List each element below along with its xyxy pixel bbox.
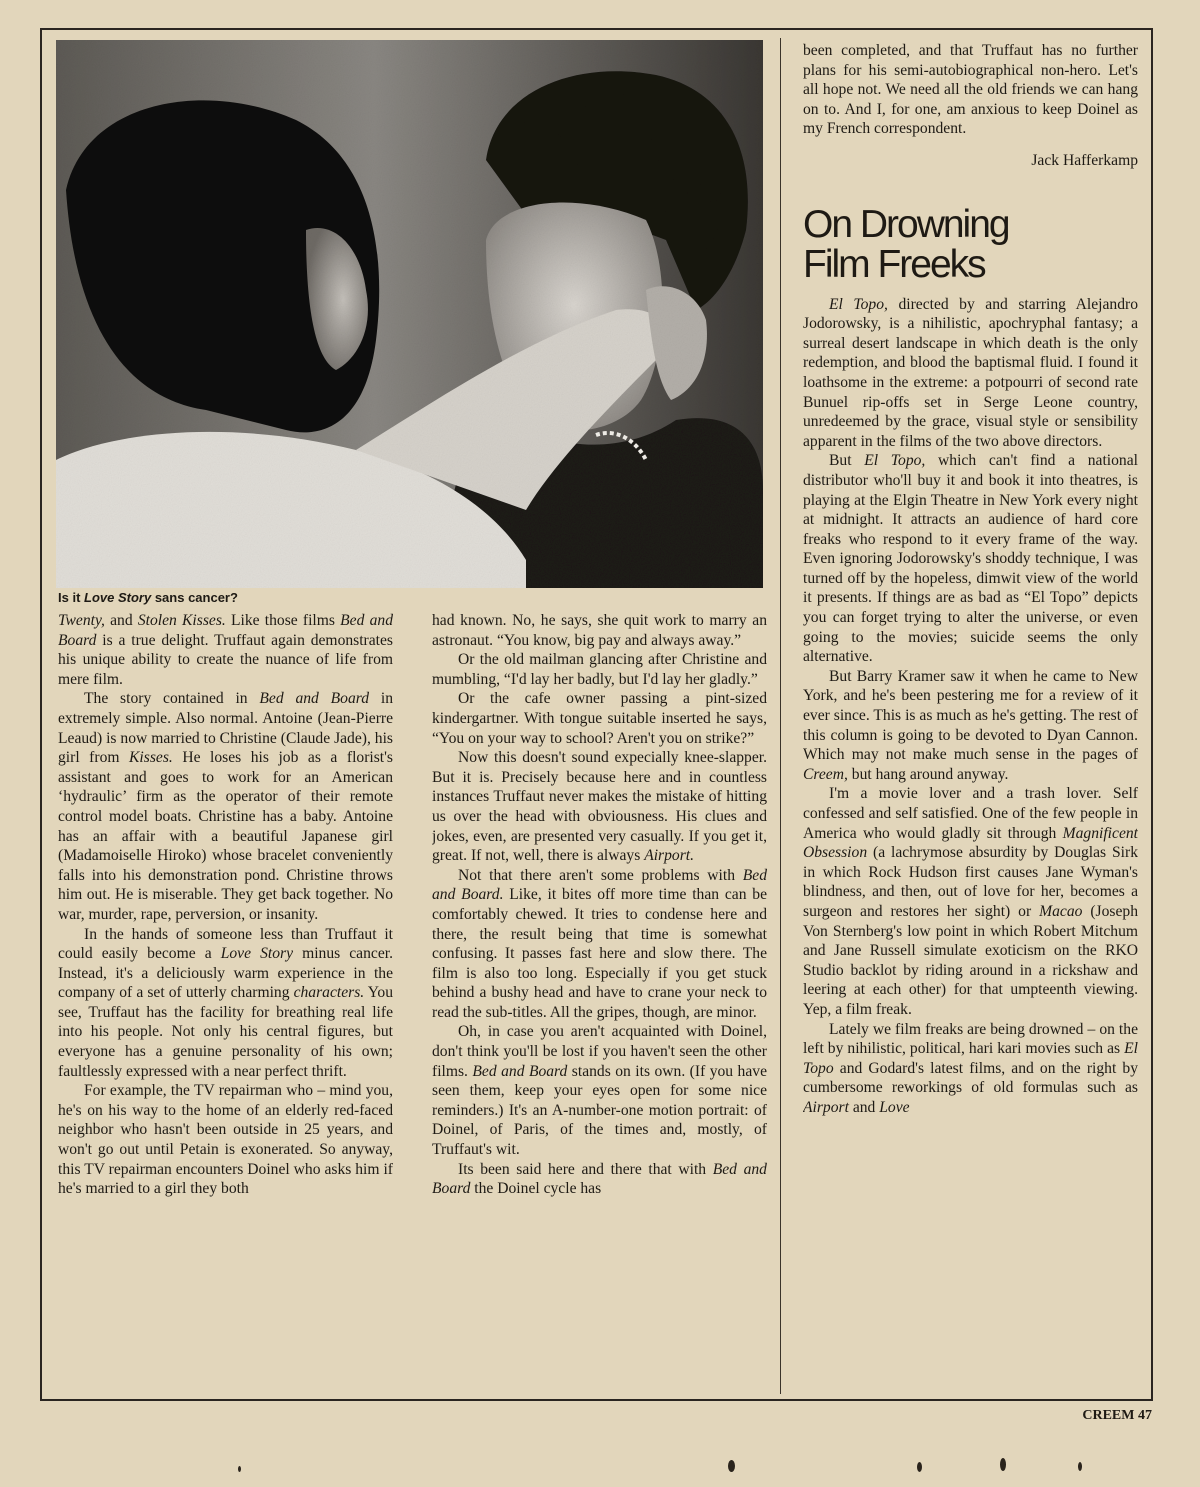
paragraph: Now this doesn't sound expecially knee-slapper. But it is. Precisely because here and in countless instances Truffaut never makes the mistake of hitting us over the head with obviousness. His clues and jokes, even, are presented very casually. If you get it, great. If not, well, there is always Airport. bbox=[432, 749, 767, 865]
photo-caption: Is it Love Story sans cancer? bbox=[58, 590, 238, 605]
article-column-right bbox=[803, 41, 1138, 1396]
paragraph: Not that there aren't some problems with Bed and Board. Like, it bites off more time than can be comfortably chewed. It tries to condense here and there, the result being that time is somewhat confusing. It passes fast here and slow there. The film is also too long. Especially if you get stuck behind a bushy head and have to crane your neck to read the sub-titles. All the gripes, though, are minor. bbox=[432, 866, 767, 1021]
page-folio: CREEM 47 bbox=[1082, 1408, 1152, 1423]
paragraph: been completed, and that Truffaut has no further plans for his semi-autobiographical non-hero. Let's all hope not. We need all the old friends we can hang on to. And I, for one, am anxious to keep Doinel as my French correspondent. bbox=[803, 42, 1138, 138]
paragraph: But El Topo, which can't find a national distributor who'll buy it and book it into theatres, is playing at the Elgin Theatre in New York every night at midnight. It attracts an audience of hard core freaks who respond to it every frame of the way. Even ignoring Jodorowsky's shoddy technique, I was turned off by the hopeless, dimwit view of the world it presents. If things are as bad as “El Topo” depicts you can forget trying to alter the universe, or even going to the movies; suicide seems the only alternative. bbox=[803, 452, 1138, 666]
article-headline: On Drowning Film Freeks bbox=[803, 202, 1009, 286]
print-speck bbox=[728, 1460, 735, 1472]
paragraph: Its been said here and there that with Bed and Board the Doinel cycle has bbox=[432, 1160, 767, 1198]
paragraph: Twenty, and Stolen Kisses. Like those films Bed and Board is a true delight. Truffaut again demonstrates his unique ability to create the nuance of life from mere film. bbox=[58, 612, 393, 688]
paragraph: The story contained in Bed and Board in extremely simple. Also normal. Antoine (Jean-Pierre Leaud) is now married to Christine (Claude Jade), his girl from Kisses. He loses his job as a florist's assistant and goes to work for an American ‘hydraulic’ firm as the operator of their remote control model boats. Christine has a baby. Antoine has an affair with a beautiful Japanese girl (Madamoiselle Hiroko) whose bracelet conveniently falls into his demonstration pond. Christine throws him out. He is miserable. They get back together. No war, murder, rape, perversion, or insanity. bbox=[58, 690, 393, 923]
paragraph: I'm a movie lover and a trash lover. Self confessed and self satisfied. One of the few people in America who would gladly sit through Magnificent Obsession (a lachrymose absurdity by Douglas Sirk in which Rock Hudson first causes Jane Wyman's blindness, and then, out of love for her, becomes a surgeon and restores her sight) or Macao (Joseph Von Sternberg's low point in which Robert Mitchum and Jane Russell simulate exoticism on the RKO Studio backlot by riding around in a rickshaw and leering at each other) for that umpteenth viewing. Yep, a film freak. bbox=[803, 785, 1138, 1018]
print-speck bbox=[917, 1462, 922, 1472]
print-speck bbox=[1078, 1462, 1082, 1471]
paragraph: Oh, in case you aren't acquainted with Doinel, don't think you'll be lost if you haven't seen the other films. Bed and Board stands on its own. (If you have seen them, keep your eyes open for some nice reminders.) It's an A-number-one motion portrait: of Doinel, of Paris, of the times and, mostly, of Truffaut's wit. bbox=[432, 1023, 767, 1159]
byline: Jack Hafferkamp bbox=[1031, 151, 1138, 169]
film-still-photo bbox=[56, 40, 763, 588]
article-column-left bbox=[58, 611, 393, 1396]
paragraph: For example, the TV repairman who – mind you, he's on his way to the home of an elderly red-faced neighbor who hasn't been outside in 25 years, and won't go out until Petain is exonerated. So anyway, this TV repairman encounters Doinel who asks him if he's married to a girl they both bbox=[58, 1082, 393, 1198]
paragraph: In the hands of someone less than Truffaut it could easily become a Love Story minus cancer. Instead, it's a deliciously warm experience in the company of a set of utterly charming characters. You see, Truffaut has the facility for breathing real life into his people. Not only his central figures, but everyone has a genuine personality of his own; faultlessly expressed with a near perfect thrift. bbox=[58, 925, 393, 1080]
print-speck bbox=[238, 1466, 241, 1472]
print-speck bbox=[1000, 1458, 1006, 1471]
paragraph: Lately we film freaks are being drowned – on the left by nihilistic, political, hari kari movies such as El Topo and Godard's latest films, and on the right by cumbersome reworkings of old formulas such as Airport and Love bbox=[803, 1020, 1138, 1116]
paragraph: But Barry Kramer saw it when he came to New York, and he's been pestering me for a review of it ever since. This is as much as he's getting. The rest of this column is going to be devoted to Dyan Cannon. Which may not make much sense in the pages of Creem, but hang around anyway. bbox=[803, 667, 1138, 783]
column-rule bbox=[780, 38, 781, 1394]
paragraph: had known. No, he says, she quit work to marry an astronaut. “You know, big pay and always away.” bbox=[432, 612, 767, 649]
paragraph: Or the old mailman glancing after Christine and mumbling, “I'd lay her badly, but I'd lay her gladly.” bbox=[432, 651, 767, 688]
article-column-middle bbox=[432, 611, 767, 1396]
paragraph: El Topo, directed by and starring Alejandro Jodorowsky, is a nihilistic, apochryphal fantasy; a surreal desert landscape in which death is the only redemption, and blood the baptismal fluid. I found it loathsome in the extreme: a potpourri of second rate Bunuel rip-offs set in Serge Leone country, unredeemed by the grace, visual style or sensibility apparent in the films of the two above directors. bbox=[803, 295, 1138, 450]
paragraph: Or the cafe owner passing a pint-sized kindergartner. With tongue suitable inserted he says, “You on your way to school? Aren't you on strike?” bbox=[432, 690, 767, 747]
